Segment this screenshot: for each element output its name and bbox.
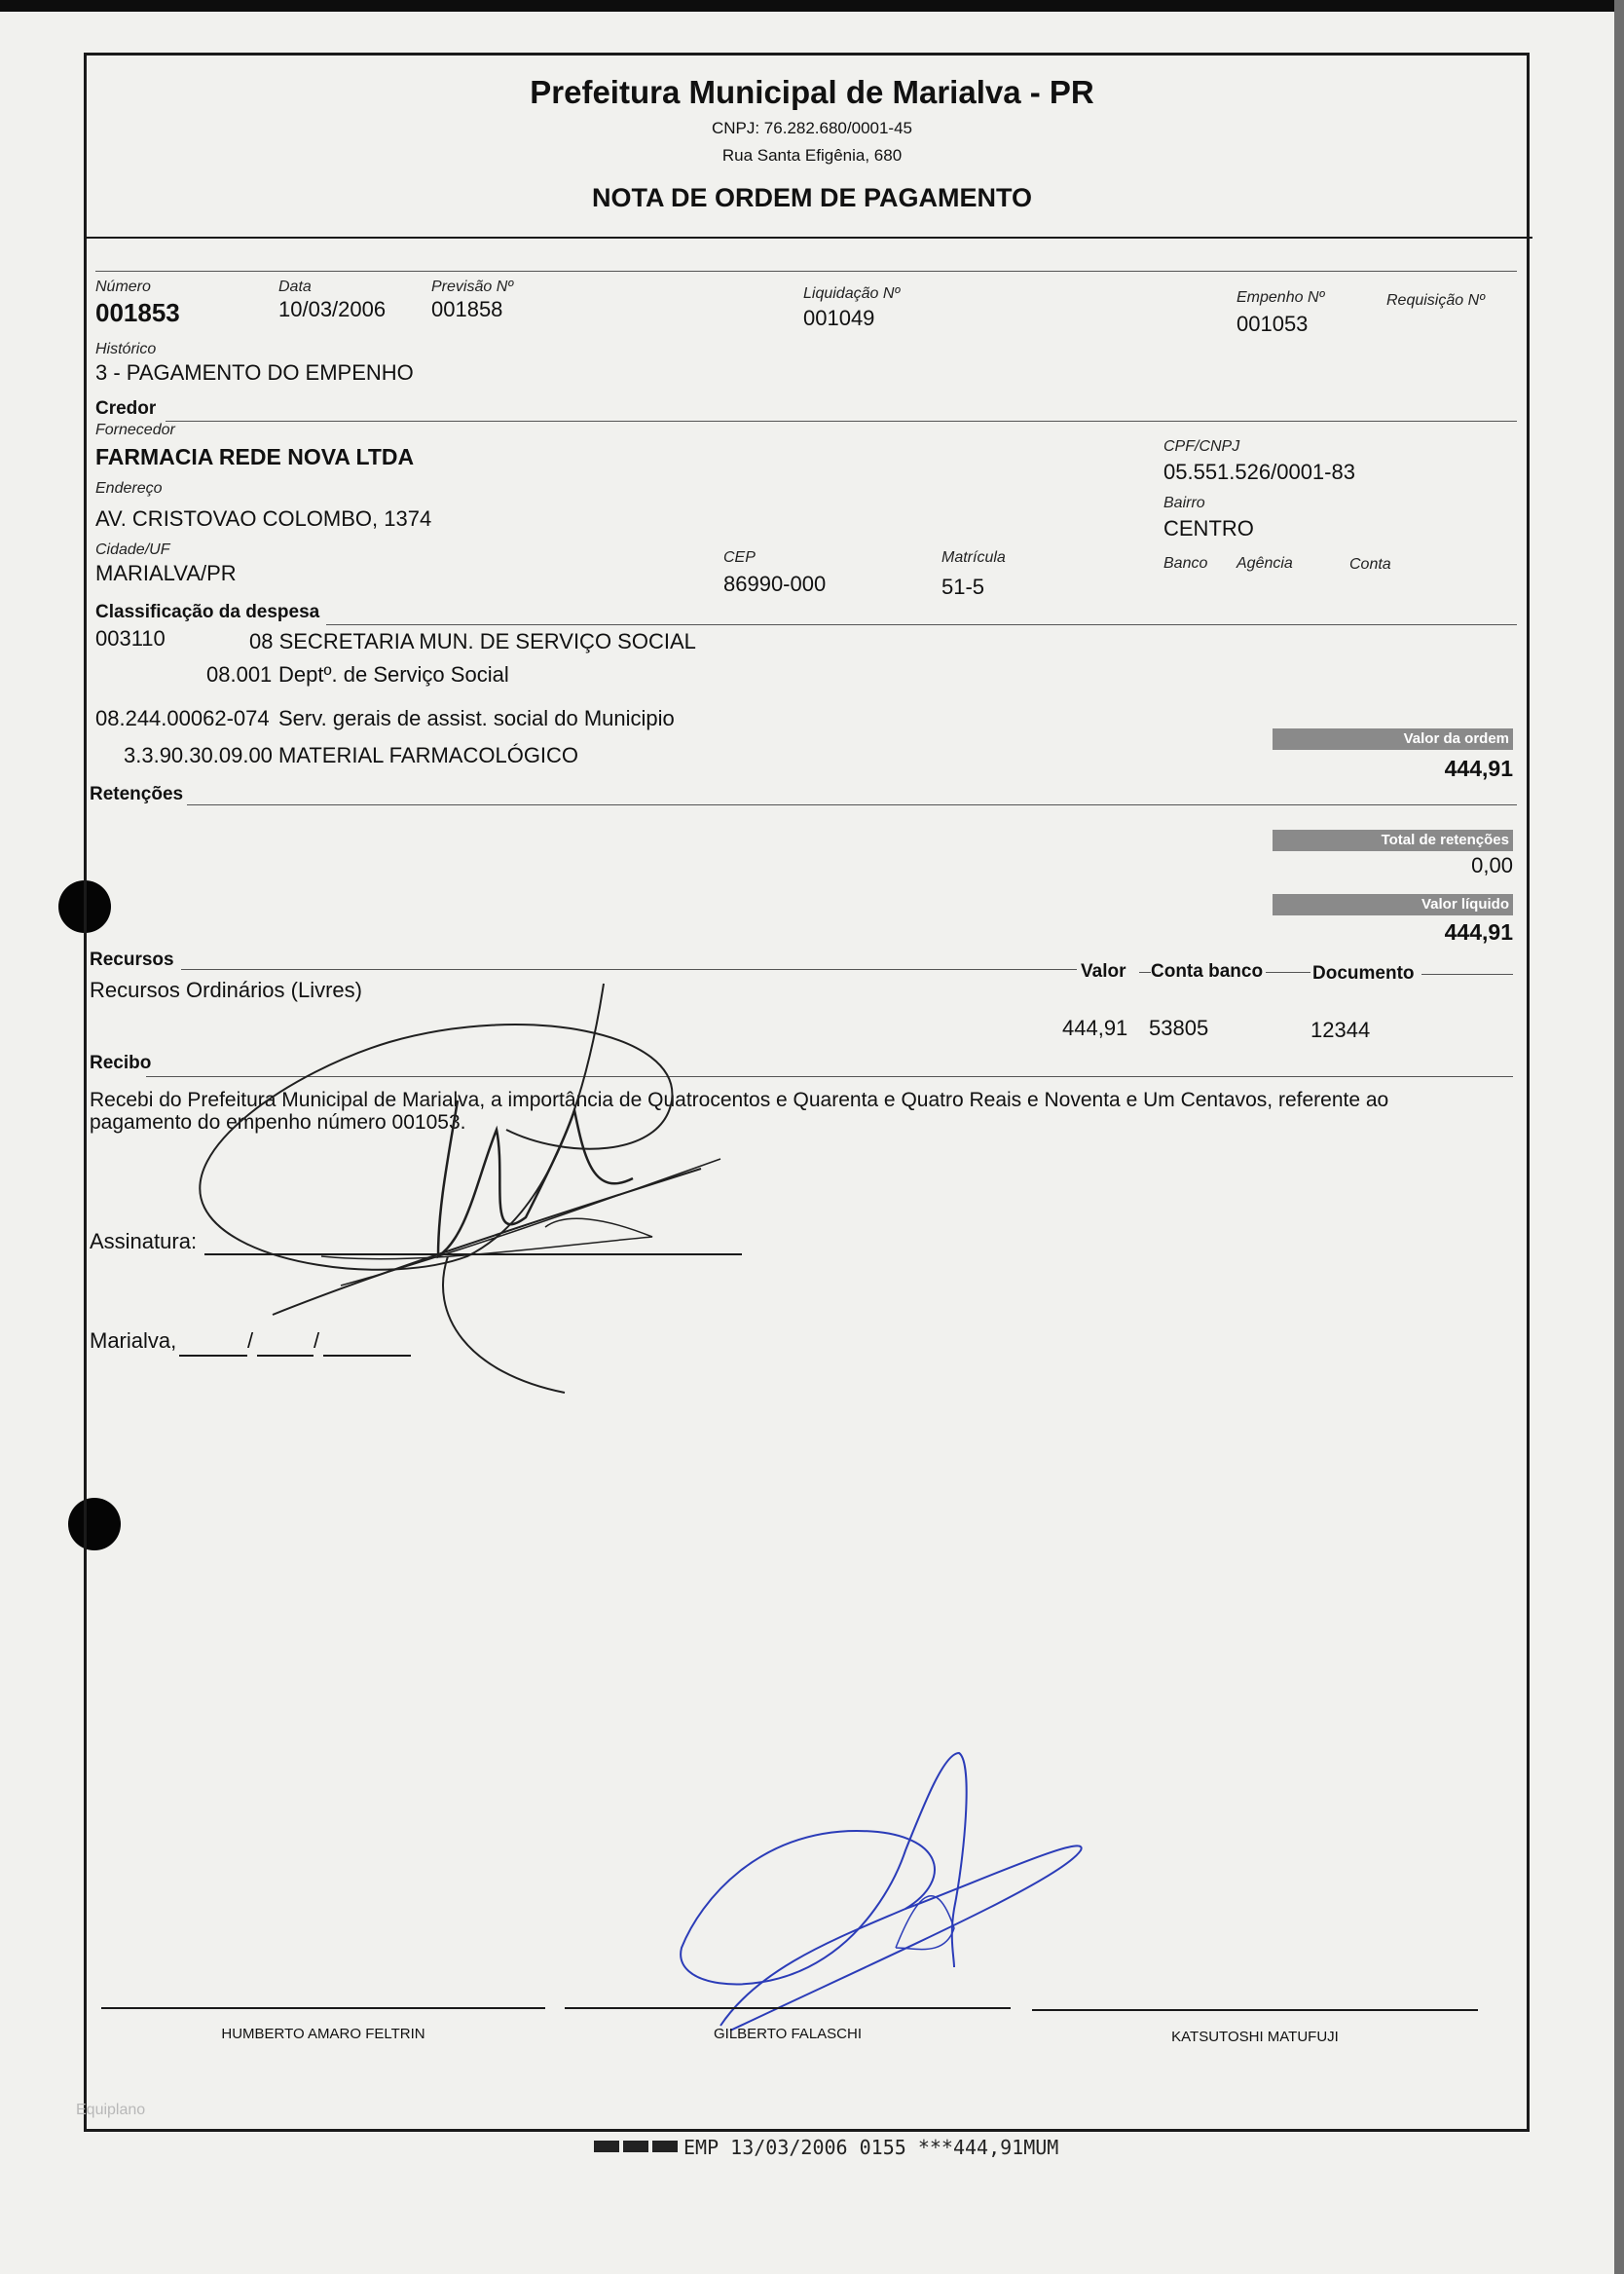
authority-signature [662,1743,1110,2035]
signature-line-2 [565,2007,1011,2009]
doc-title: NOTA DE ORDEM DE PAGAMENTO [591,183,1032,212]
endereco-label: Endereço [95,480,163,497]
recursos-divider-d [1421,974,1513,975]
class-code-1: 08.001 [206,662,273,687]
valor-ordem-value: 444,91 [1444,756,1513,781]
retencoes-total-label: Total de retenções [1273,830,1513,851]
print-stamp: EMP 13/03/2006 0155 ***444,91MUM [683,2136,1059,2159]
retencoes-total-value: 0,00 [1471,853,1513,877]
valor-liquido-value: 444,91 [1444,919,1513,945]
recursos-divider-c [1266,972,1310,973]
recursos-valor-label: Valor [1081,961,1126,982]
recursos-section: Recursos [90,950,174,970]
fornecedor-value: FARMACIA REDE NOVA LTDA [95,444,415,469]
recursos-conta: 53805 [1149,1016,1209,1040]
agencia-label: Agência [1236,555,1293,572]
stamp-logo [594,2139,682,2154]
assinatura-label: Assinatura: [90,1229,198,1253]
retencoes-section: Retenções [90,784,184,804]
recibo-section: Recibo [90,1053,152,1073]
software-watermark: Equiplano [76,2102,146,2118]
recursos-divider-b [1139,972,1151,973]
endereco-value: AV. CRISTOVAO COLOMBO, 1374 [95,506,432,531]
bairro-value: CENTRO [1163,516,1254,541]
fornecedor-label: Fornecedor [95,422,175,438]
bairro-label: Bairro [1163,495,1205,511]
matricula-value: 51-5 [941,575,985,599]
class-code-2: 08.244.00062-074 [95,706,270,730]
liquidacao-value: 001049 [803,306,875,330]
valor-ordem-label: Valor da ordem [1273,728,1513,750]
cep-label: CEP [723,549,756,566]
class-desc-3: MATERIAL FARMACOLÓGICO [278,743,579,767]
date-slash-1: / [247,1328,254,1353]
recursos-name: Recursos Ordinários (Livres) [90,978,362,1002]
conta-label: Conta [1349,556,1391,573]
recursos-conta-label: Conta banco [1151,961,1264,982]
cidade-value: MARIALVA/PR [95,561,237,585]
data-label: Data [278,279,312,295]
signature-line-3 [1032,2009,1478,2011]
empenho-value: 001053 [1236,312,1309,336]
credor-section: Credor [95,398,157,419]
cpf-value: 05.551.526/0001-83 [1163,460,1355,484]
recursos-valor: 444,91 [1062,1016,1128,1040]
recibo-text-line1: Recebi do Prefeitura Municipal de Marialva, a importância de Quatrocentos e Quarenta e Quatro Reais e Noventa e Um Centavos, referente ao [90,1089,1389,1111]
cep-value: 86990-000 [723,572,827,596]
classificacao-divider [326,624,1517,625]
previsao-value: 001858 [431,297,503,321]
banco-label: Banco [1163,555,1208,572]
scan-edge-top [0,0,1624,12]
classificacao-section: Classificação da despesa [95,602,320,622]
valor-liquido-label: Valor líquido [1273,894,1513,915]
requisicao-label: Requisição Nº [1386,292,1485,309]
recursos-documento-label: Documento [1312,963,1415,984]
page-title: Prefeitura Municipal de Marialva - PR [530,74,1094,110]
class-code-0: 003110 [95,626,166,651]
signatory-name-2: GILBERTO FALASCHI [714,2026,862,2042]
recursos-documento: 12344 [1310,1018,1371,1042]
credor-divider [166,421,1517,422]
empenho-label: Empenho Nº [1236,289,1325,306]
liquidacao-label: Liquidação Nº [803,285,901,302]
local-label: Marialva, [90,1328,177,1353]
recipient-signature [175,964,740,1412]
historico-value: 3 - PAGAMENTO DO EMPENHO [95,360,414,385]
previsao-label: Previsão Nº [431,279,514,295]
numero-label: Número [95,279,151,295]
cnpj: CNPJ: 76.282.680/0001-45 [711,119,913,137]
class-code-3: 3.3.90.30.09.00 [124,743,273,767]
cidade-label: Cidade/UF [95,541,170,558]
data-value: 10/03/2006 [278,297,387,321]
retencoes-divider [187,804,1517,805]
ids-divider [95,271,1517,272]
recibo-text-line2: pagamento do empenho número 001053. [90,1111,466,1134]
header-divider [84,237,1532,239]
cpf-label: CPF/CNPJ [1163,438,1240,455]
signatory-name-1: HUMBERTO AMARO FELTRIN [221,2026,425,2042]
historico-label: Histórico [95,341,157,357]
scan-edge-right [1614,0,1624,2274]
signatory-name-3: KATSUTOSHI MATUFUJI [1171,2029,1339,2045]
class-desc-2: Serv. gerais de assist. social do Municipio [278,706,675,730]
class-desc-1: Deptº. de Serviço Social [278,662,509,687]
address: Rua Santa Efigênia, 680 [721,146,903,165]
class-desc-0: 08 SECRETARIA MUN. DE SERVIÇO SOCIAL [249,629,696,653]
numero-value: 001853 [95,298,180,327]
date-slash-2: / [314,1328,320,1353]
matricula-label: Matrícula [941,549,1006,566]
signature-line-1 [101,2007,545,2009]
